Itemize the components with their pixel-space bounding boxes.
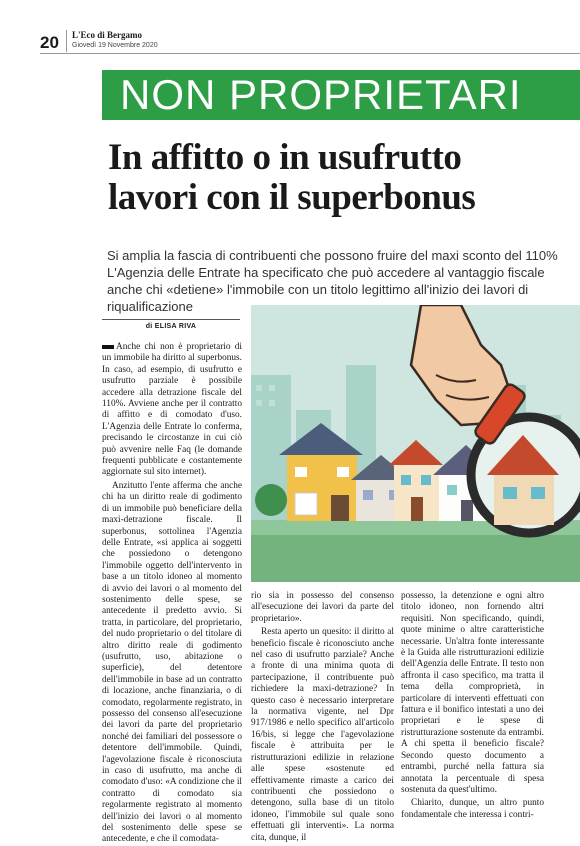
byline-rule	[102, 319, 240, 320]
paragraph: Anzitutto l'ente afferma che anche chi ha un diritto reale di godimento di un immobile può beneficiare della maxi-detrazione fiscale. Il superbonus, sottolinea l'Agenzia delle Entrate, «si applica ai soggetti che possiedono o detengono l'immobile oggetto dell'intervento in base a un titolo idoneo al momento di avvio dei lavori o al momento del sostenimento delle spese, se antecedente il predetto avvio. Si tratta, in particolare, del proprietario, del nudo proprietario o del titolare di altro diritto reale di godimento (usufrutto, uso, abitazione o superficie), del detentore dell'immobile in base ad un contratto di locazione, anche finanziaria, o di comodato, regolarmente registrato, in possesso del consenso all'esecuzione dei lavori da parte del proprietario nonché dei familiari del possessore o detentore dell'immobile. Quindi, l'agevolazione fiscale è riconosciuta in caso di usufrutto, ma anche di comodato d'uso: «A condizione che il contratto di comodato sia regolarmente registrato al momento dell'inizio dei lavori o al momento del sostenimento delle spese se antecedente, e che il comodata-	[102, 480, 242, 845]
issue-date: Giovedì 19 Novembre 2020	[72, 42, 158, 49]
headline	[108, 138, 578, 218]
paragraph: Anche chi non è proprietario di un immobile ha diritto al superbonus. In caso, ad esempio, di usufrutto e usufrutto parziale è possibile accedere alla detrazione fiscale del 110%. Avviene anche per il contratto di affitto e di comodato d'uso. L'Agenzia delle Entrate lo conferma, precisando le circostanze in cui ciò può avvenire nelle Faq (le domande frequenti pubblicate e costantemente aggiornate sul sito internet).	[102, 342, 242, 478]
publication-name: L'Eco di Bergamo	[72, 30, 142, 40]
lead-marker	[102, 345, 114, 349]
subheadline: Si amplia la fascia di contribuenti che possono fruire del maxi sconto del 110% L'Agenzia delle Entrate ha specificato che può accedere al vantaggio fiscale anche chi «detiene» l'immobile con un titolo legittimo all'inizio dei lavori di riqualificazione	[107, 248, 558, 314]
paragraph: Resta aperto un quesito: il diritto al beneficio fiscale è riconosciuto anche nel caso di usufrutto parziale? Anche a fronte di una minima quota di partecipazione, il contribuente può richiedere la maxi-detrazione? In questo caso è necessario interpretare la normativa vigente, nel Dpr 917/1986 e nello specifico all'articolo 16/bis, si legge che l'agevolazione fiscale è attribuita per le ristrutturazioni edilizie in relazione alle spese «sostenute ed effettivamente rimaste a carico dei contribuenti che possiedono o detengono, sulla base di un titolo idoneo, l'immobile sul quale sono effettuati gli interventi». La norma cita, dunque, il	[251, 627, 394, 843]
article-column-1	[102, 342, 242, 846]
header-separator	[66, 30, 67, 52]
page-number: 20	[40, 33, 59, 52]
section-banner: NON PROPRIETARI	[102, 70, 580, 120]
byline: di ELISA RIVA	[145, 323, 197, 330]
article-column-3	[401, 591, 544, 821]
article-column-2	[251, 591, 394, 844]
illustration-svg	[251, 305, 580, 582]
paragraph: rio sia in possesso del consenso all'esecuzione dei lavori da parte del proprietario».	[251, 591, 394, 624]
paragraph: Chiarito, dunque, un altro punto fondamentale che interessa i contri-	[401, 798, 544, 820]
paragraph: possesso, la detenzione e ogni altro titolo idoneo, non fornendo altri requisiti. Non specificando, quindi, quote minime o altre caratteristiche necessarie. Un'altra fonte interessante è la Guida alle ristrutturazioni edilizie dell'Agenzia delle Entrate. Il testo non affronta il caso specifico, ma tratta il tema della comproprietà, in particolare di interventi effettuati con fattura e il bonifico intestati a uno dei proprietari e le spese di ristrutturazione sostenute da entrambi. A chi spetta il beneficio fiscale? Secondo questo documento a entrambi, purché nella fattura sia annotata la percentuale di spesa sostenuta da quest'ultimo.	[401, 591, 544, 795]
headline-line-2: lavori con il superbonus	[108, 177, 476, 218]
hand-magnifier-houses-illustration	[251, 305, 580, 582]
headline-line-1: In affitto o in usufrutto	[108, 137, 462, 178]
header-rule	[40, 53, 580, 54]
